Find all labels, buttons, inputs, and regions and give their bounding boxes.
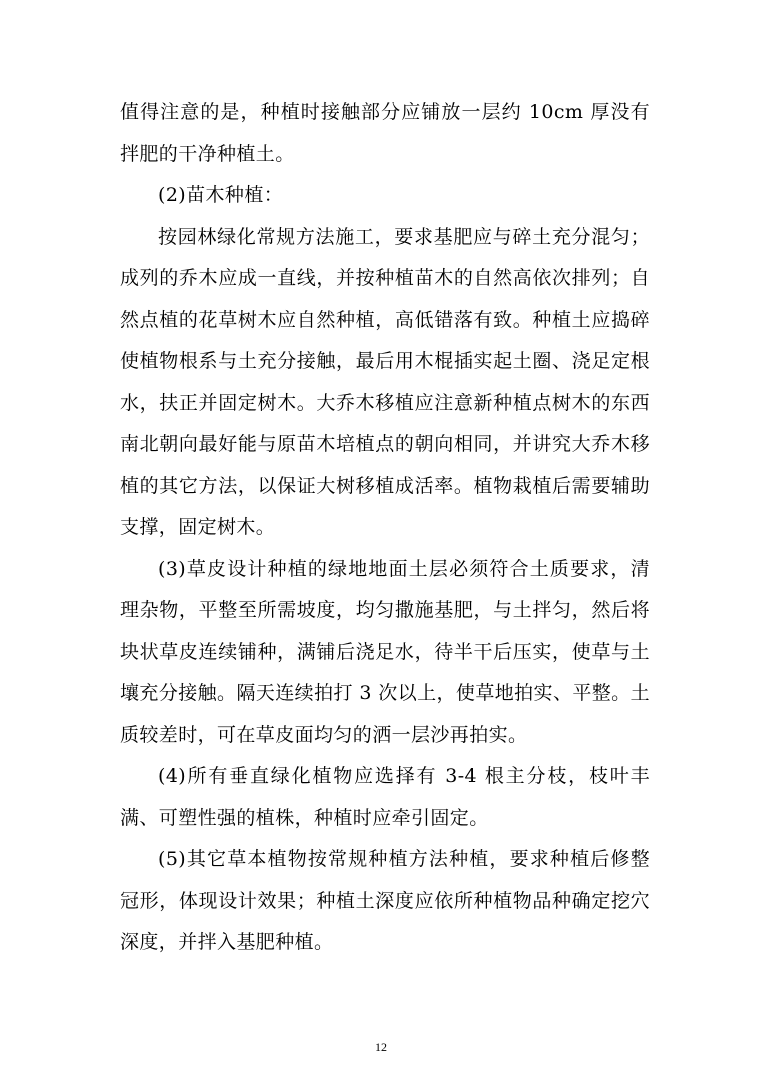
paragraph-seedling-planting: 按园林绿化常规方法施工，要求基肥应与碎土充分混匀；成列的乔木应成一直线，并按种植苗木的自然高依次排列；自然点植的花草树木应自然种植，高低错落有致。种植土应捣碎使植物根系与土充分接触，最后用木棍插实起土圈、浇足定根水，扶正并固定树木。大乔木移植应注意新种植点树木的东西南北朝向最好能与原苗木培植点的朝向相同，并讲究大乔木移植的其它方法，以保证大树移植成活率。植物栽植后需要辅助支撑，固定树木。 (120, 225, 650, 538)
page-number: 12 (375, 1040, 387, 1054)
paragraph-turf-planting: (3)草皮设计种植的绿地地面土层必须符合土质要求，清理杂物，平整至所需坡度，均匀撒施基肥，与土拌匀，然后将块状草皮连续铺种，满铺后浇足水，待半干后压实，使草与土壤充分接触。隔天连续拍打 3 次以上，使草地拍实、平整。土质较差时，可在草皮面均匀的洒一层沙再拍实。 (120, 557, 650, 746)
paragraph-other-herbaceous: (5)其它草本植物按常规种植方法种植，要求种植后修整冠形，体现设计效果；种植土深度应依所种植物品种确定挖穴深度，并拌入基肥种植。 (120, 848, 650, 953)
body-text (120, 92, 650, 964)
paragraph-heading-seedling: (2)苗木种植： (158, 184, 284, 206)
paragraph-continuation: 值得注意的是，种植时接触部分应铺放一层约 10cm 厚没有拌肥的干净种植土。 (120, 101, 650, 165)
paragraph-vertical-greening: (4)所有垂直绿化植物应选择有 3-4 根主分枝，枝叶丰满、可塑性强的植株，种植时应牵引固定。 (120, 765, 650, 829)
